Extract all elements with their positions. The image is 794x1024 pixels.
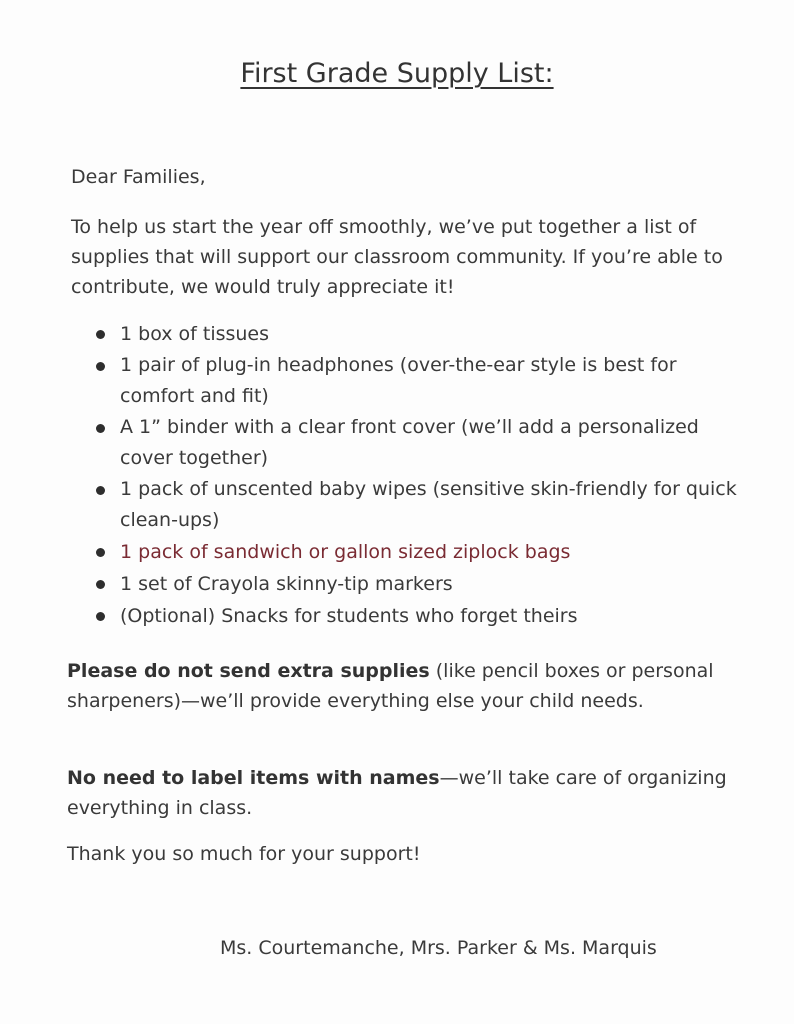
supply-item-text: A 1” binder with a clear front cover (we’ll add a personalized cover together): [120, 416, 699, 469]
bullet-icon: [96, 424, 105, 433]
supply-list: [92, 318, 752, 632]
list-item: [92, 350, 752, 412]
intro-paragraph: To help us start the year off smoothly, we’ve put together a list of supplies that will support our classroom community. If you’re able to contribute, we would truly appreciate it!: [71, 216, 723, 298]
page-title: First Grade Supply List:: [240, 58, 554, 89]
bullet-icon: [96, 330, 105, 339]
no-labels-text: —we’ll take care of organizing everything in class.: [67, 767, 727, 819]
list-item: [92, 412, 752, 474]
supply-item-text: 1 pair of plug-in headphones (over-the-ear style is best for comfort and fit): [120, 354, 677, 407]
signature: Ms. Courtemanche, Mrs. Parker & Ms. Marquis: [220, 937, 657, 959]
supply-item-text: 1 set of Crayola skinny-tip markers: [120, 573, 453, 595]
supply-item-text: 1 pack of unscented baby wipes (sensitive skin-friendly for quick clean-ups): [120, 478, 737, 531]
list-item: [92, 568, 752, 600]
no-labels-note: [67, 763, 757, 823]
bullet-icon: [96, 362, 105, 371]
list-item: [92, 536, 752, 568]
no-extra-supplies-note: [67, 656, 757, 716]
no-extra-supplies-text: (like pencil boxes or personal sharpeners)—we’ll provide everything else your child needs.: [67, 660, 714, 712]
supply-item-text: 1 pack of sandwich or gallon sized ziplock bags: [120, 541, 571, 563]
supply-item-text: 1 box of tissues: [120, 323, 270, 345]
supply-item-text: (Optional) Snacks for students who forget theirs: [120, 605, 578, 627]
list-item: [92, 318, 752, 350]
no-extra-supplies-heading: Please do not send extra supplies: [67, 660, 430, 682]
bullet-icon: [96, 580, 105, 589]
list-item: [92, 474, 752, 536]
bullet-icon: [96, 486, 105, 495]
list-item: [92, 600, 752, 632]
greeting: Dear Families,: [71, 166, 206, 188]
bullet-icon: [96, 548, 105, 557]
bullet-icon: [96, 612, 105, 621]
no-labels-heading: No need to label items with names: [67, 767, 440, 789]
thank-you-line: Thank you so much for your support!: [67, 843, 421, 865]
